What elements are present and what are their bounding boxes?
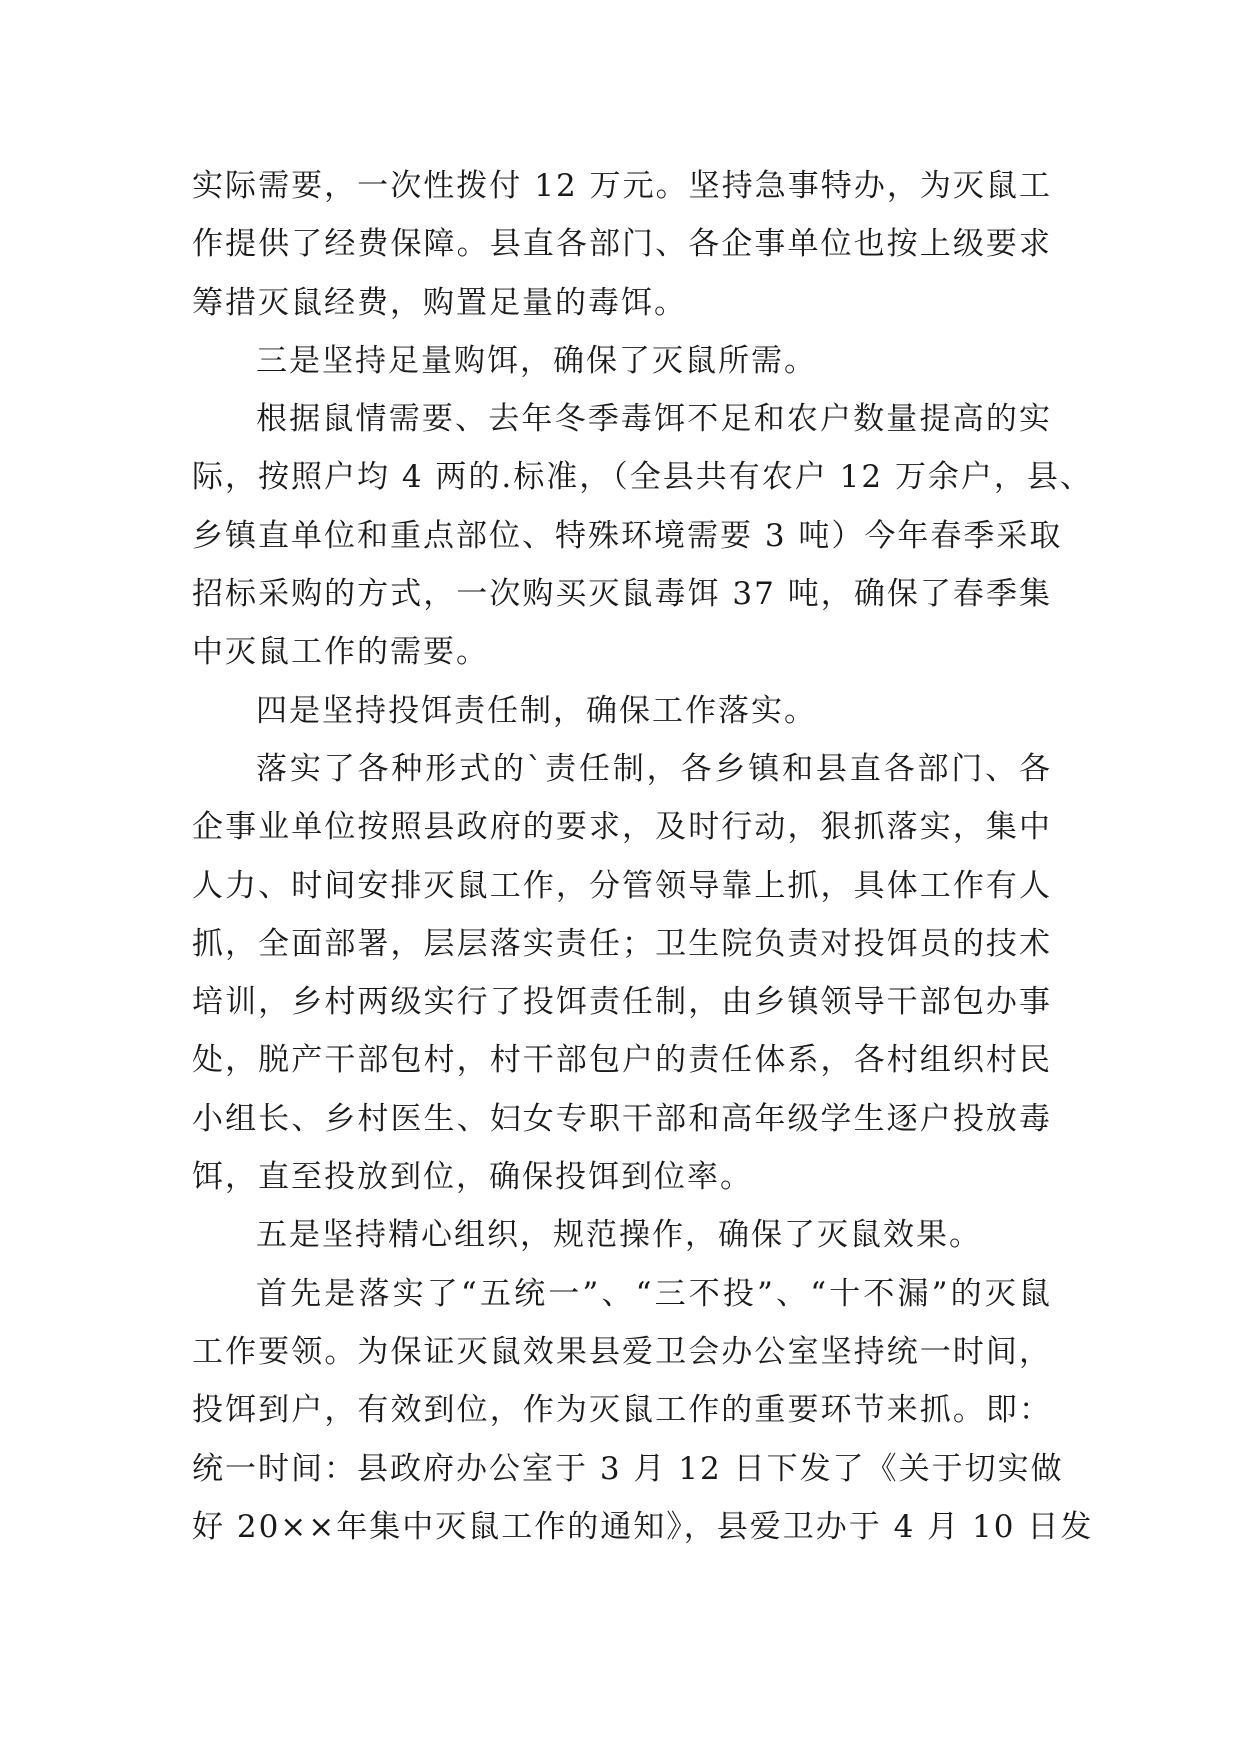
text-line: 落实了各种形式的`责任制，各乡镇和县直各部门、各 [256,750,1052,787]
text-line: 三是坚持足量购饵，确保了灭鼠所需。 [256,342,817,379]
text-line: 中灭鼠工作的需要。 [192,634,489,671]
text-line: 企事业单位按照县政府的要求，及时行动，狠抓落实，集中 [192,809,1052,846]
text-line: 饵，直至投放到位，确保投饵到位率。 [192,1159,753,1196]
text-line: 人力、时间安排灭鼠工作，分管领导靠上抓，具体工作有人 [192,867,1052,904]
document-body [192,157,1094,1556]
text-line: 首先是落实了“五统一”、“三不投”、“十不漏”的灭鼠 [256,1275,1052,1312]
text-line: 实际需要，一次性拨付 12 万元。坚持急事特办，为灭鼠工 [192,168,1052,204]
text-line: 筹措灭鼠经费，购置足量的毒饵。 [192,284,687,321]
text-line: 际，按照户均 4 两的.标准，（全县共有农户 12 万余户，县、 [192,459,1093,496]
text-line: 五是坚持精心组织，规范操作，确保了灭鼠效果。 [256,1217,982,1254]
text-line: 根据鼠情需要、去年冬季毒饵不足和农户数量提高的实 [256,401,1052,438]
text-line: 投饵到户，有效到位，作为灭鼠工作的重要环节来抓。即： [192,1392,1052,1429]
text-line: 好 20××年集中灭鼠工作的通知》，县爱卫办于 4 月 10 日发 [192,1508,1094,1545]
text-line: 乡镇直单位和重点部位、特殊环境需要 3 吨）今年春季采取 [192,517,1063,554]
text-line: 培训，乡村两级实行了投饵责任制，由乡镇领导干部包办事 [192,984,1052,1021]
text-line: 抓，全面部署，层层落实责任；卫生院负责对投饵员的技术 [192,925,1052,962]
text-line: 处，脱产干部包村，村干部包户的责任体系，各村组织村民 [192,1042,1052,1079]
text-line: 小组长、乡村医生、妇女专职干部和高年级学生逐户投放毒 [192,1100,1052,1137]
text-line: 四是坚持投饵责任制，确保工作落实。 [256,692,817,729]
text-line: 作提供了经费保障。县直各部门、各企事单位也按上级要求 [192,226,1052,263]
text-line: 统一时间：县政府办公室于 3 月 12 日下发了《关于切实做 [192,1450,1064,1487]
text-line: 工作要领。为保证灭鼠效果县爱卫会办公室坚持统一时间， [192,1333,1052,1370]
text-line: 招标采购的方式，一次购买灭鼠毒饵 37 吨，确保了春季集 [192,576,1052,613]
